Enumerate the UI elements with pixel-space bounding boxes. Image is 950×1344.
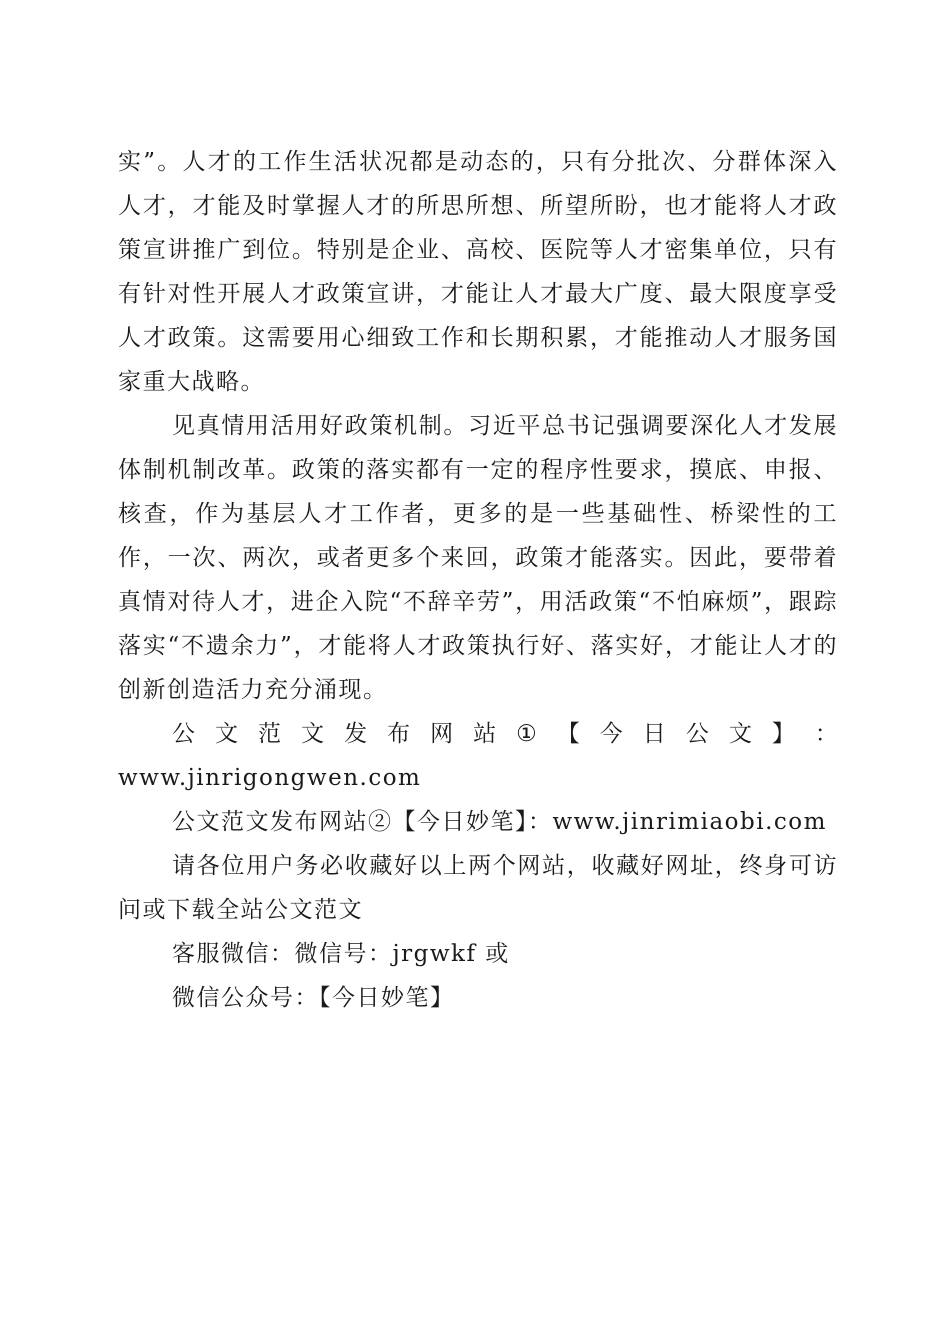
site1-heading-char: 站 — [473, 721, 497, 747]
site1-heading-char: 文 — [728, 721, 752, 747]
site1-heading-char: 布 — [387, 721, 411, 747]
site1-heading-char: 发 — [344, 721, 368, 747]
site1-heading-char: ： — [814, 721, 838, 747]
site1-heading-char: ① — [516, 721, 537, 747]
document-body — [118, 140, 838, 1020]
site1-heading-char: 文 — [301, 721, 325, 747]
official-account: 微信公众号：【今日妙笔】 — [172, 985, 455, 1011]
site1-heading-char: 公 — [685, 721, 709, 747]
site1-heading-line — [118, 712, 838, 756]
site1-url: www.jinrigongwen.com — [118, 765, 422, 791]
site1-heading-char: 文 — [215, 721, 239, 747]
customer-service-wechat: 客服微信：微信号：jrgwkf 或 — [172, 941, 510, 967]
site2-line: 公文范文发布网站②【今日妙笔】：www.jinrimiaobi.com — [172, 809, 827, 835]
bookmark-notice: 请各位用户务必收藏好以上两个网站，收藏好网址，终身可访问或下载全站公文范文 — [118, 853, 838, 923]
site1-heading-char: 范 — [258, 721, 282, 747]
site1-heading-char: 公 — [172, 721, 195, 747]
site1-heading-char: 【 — [556, 721, 580, 747]
site1-heading-char: 】 — [771, 721, 795, 747]
paragraph-talent-policy-outreach: 实”。人才的工作生活状况都是动态的，只有分批次、分群体深入人才，才能及时掌握人才的所思所想、所望所盼，也才能将人才政策宣讲推广到位。特别是企业、高校、医院等人才密集单位，只有有针对性开展人才政策宣讲，才能让人才最大广度、最大限度享受人才政策。这需要用心细致工作和长期积累，才能推动人才服务国家重大战略。 — [118, 149, 838, 395]
site1-heading-char: 今 — [599, 721, 623, 747]
site1-heading-char: 网 — [430, 721, 454, 747]
site1-heading-char: 日 — [642, 721, 666, 747]
paragraph-policy-mechanism: 见真情用活用好政策机制。习近平总书记强调要深化人才发展体制机制改革。政策的落实都有一定的程序性要求，摸底、申报、核查，作为基层人才工作者，更多的是一些基础性、桥梁性的工作，一次、两次，或者更多个来回，政策才能落实。因此，要带着真情对待人才，进企入院“不辞辛劳”，用活政策“不怕麻烦”，跟踪落实“不遗余力”，才能将人才政策执行好、落实好，才能让人才的创新创造活力充分涌现。 — [118, 413, 838, 703]
